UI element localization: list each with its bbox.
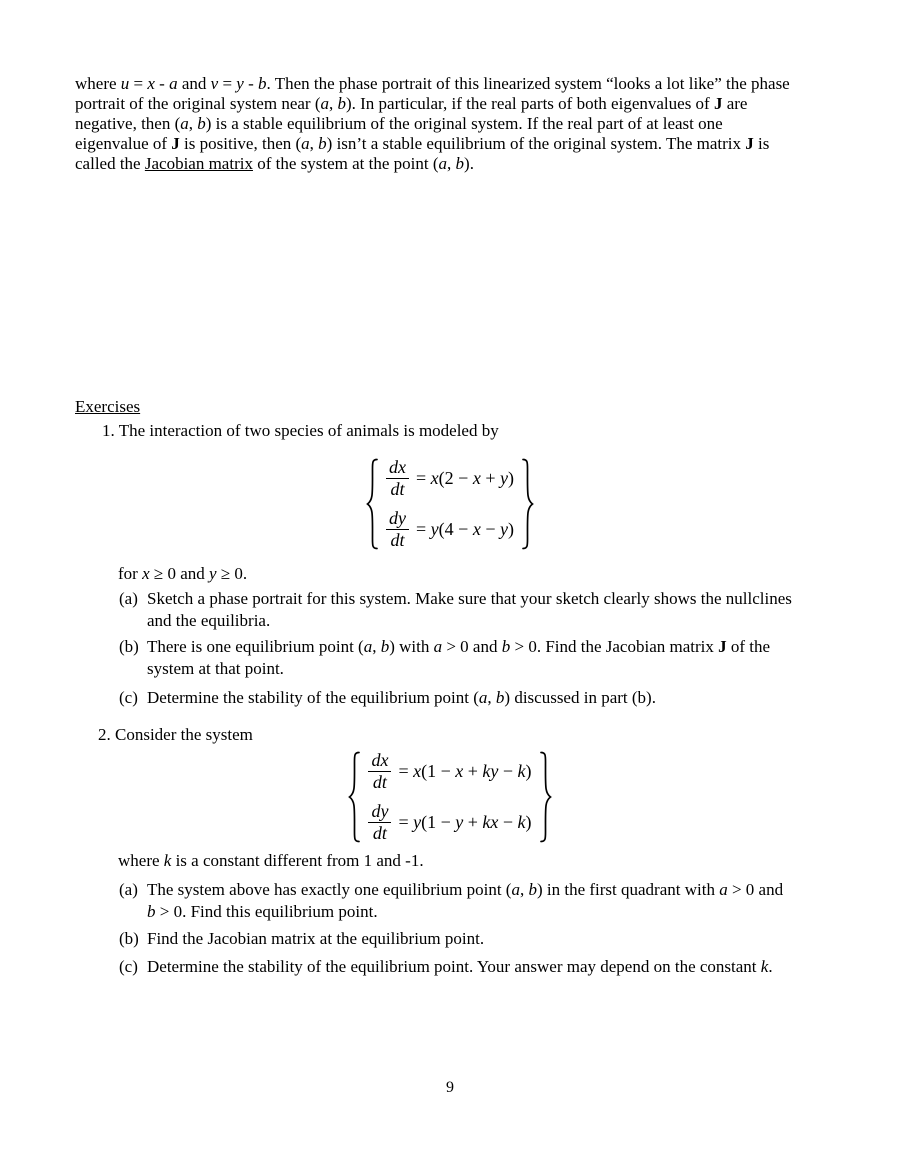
fraction-denominator: dt <box>372 823 387 843</box>
part-line: b > 0. Find this equilibrium point. <box>147 902 378 921</box>
exercise-2-part-c <box>119 956 845 978</box>
part-line: system at that point. <box>147 659 284 678</box>
exercise-2-part-a <box>119 879 845 923</box>
fraction-dx-dt <box>386 458 409 499</box>
part-label: (a) <box>119 880 138 899</box>
exercises-heading: Exercises <box>75 397 141 416</box>
equation-row-dydt <box>386 509 514 550</box>
fraction-denominator: dt <box>390 479 405 499</box>
part-label: (c) <box>119 957 138 976</box>
exercise-2-title: 2. Consider the system <box>98 725 253 744</box>
fraction-dx-dt <box>368 751 391 792</box>
part-label: (c) <box>119 688 138 707</box>
intro-line: negative, then (a, b) is a stable equilibrium of the original system. If the real part of at least one <box>75 114 723 133</box>
fraction-denominator: dt <box>372 772 387 792</box>
intro-line: eigenvalue of J is positive, then (a, b) isn’t a stable equilibrium of the original system. The matrix J is <box>75 134 770 153</box>
exercise-1-domain-note: for x ≥ 0 and y ≥ 0. <box>118 564 248 583</box>
curly-brace-left-icon <box>347 751 361 843</box>
part-label: (b) <box>119 929 139 948</box>
part-line: There is one equilibrium point (a, b) with a > 0 and b > 0. Find the Jacobian matrix J of the <box>147 637 771 656</box>
fraction-dy-dt <box>386 509 409 550</box>
fraction-numerator: dx <box>368 751 391 772</box>
equation-row-dydt <box>368 802 531 843</box>
part-line: Determine the stability of the equilibrium point (a, b) discussed in part (b). <box>147 688 656 707</box>
part-line: Determine the stability of the equilibrium point. Your answer may depend on the constant k. <box>147 957 773 976</box>
equation-rows <box>368 751 531 843</box>
curly-brace-left-icon <box>365 458 379 550</box>
exercise-1-part-c <box>119 687 845 709</box>
equation-row-dxdt <box>368 751 531 792</box>
part-label: (b) <box>119 637 139 656</box>
fraction-numerator: dx <box>386 458 409 479</box>
exercise-1-title: 1. The interaction of two species of animals is modeled by <box>102 421 499 440</box>
fraction-denominator: dt <box>390 530 405 550</box>
equation-rhs: = x(1 − x + ky − k) <box>398 761 532 781</box>
intro-line: portrait of the original system near (a, b). In particular, if the real parts of both eigenvalues of J are <box>75 94 748 113</box>
part-line: and the equilibria. <box>147 611 271 630</box>
exercise-2-constant-note: where k is a constant different from 1 and -1. <box>118 851 424 870</box>
system-1-equation <box>365 458 535 550</box>
page-number: 9 <box>446 1079 454 1096</box>
part-line: Sketch a phase portrait for this system. Make sure that your sketch clearly shows the nullclines <box>147 589 792 608</box>
part-line: Find the Jacobian matrix at the equilibrium point. <box>147 929 485 948</box>
exercise-2-part-b <box>119 928 845 950</box>
exercise-1-part-b <box>119 636 845 680</box>
curly-brace-right-icon <box>539 751 553 843</box>
equation-rhs: = x(2 − x + y) <box>416 468 514 488</box>
equation-rhs: = y(1 − y + kx − k) <box>398 812 532 832</box>
exercise-1-part-a <box>119 588 845 632</box>
fraction-numerator: dy <box>368 802 391 823</box>
equation-row-dxdt <box>386 458 514 499</box>
part-label: (a) <box>119 589 138 608</box>
fraction-dy-dt <box>368 802 391 843</box>
intro-paragraph <box>75 74 845 174</box>
intro-line: called the Jacobian matrix of the system at the point (a, b). <box>75 154 474 173</box>
equation-rows <box>386 458 514 550</box>
equation-rhs: = y(4 − x − y) <box>416 519 514 539</box>
intro-line: where u = x - a and v = y - b. Then the phase portrait of this linearized system “looks a lot like” the phase <box>75 74 790 93</box>
fraction-numerator: dy <box>386 509 409 530</box>
system-2-equation <box>347 751 552 843</box>
curly-brace-right-icon <box>521 458 535 550</box>
part-line: The system above has exactly one equilibrium point (a, b) in the first quadrant with a > 0 and <box>147 880 784 899</box>
